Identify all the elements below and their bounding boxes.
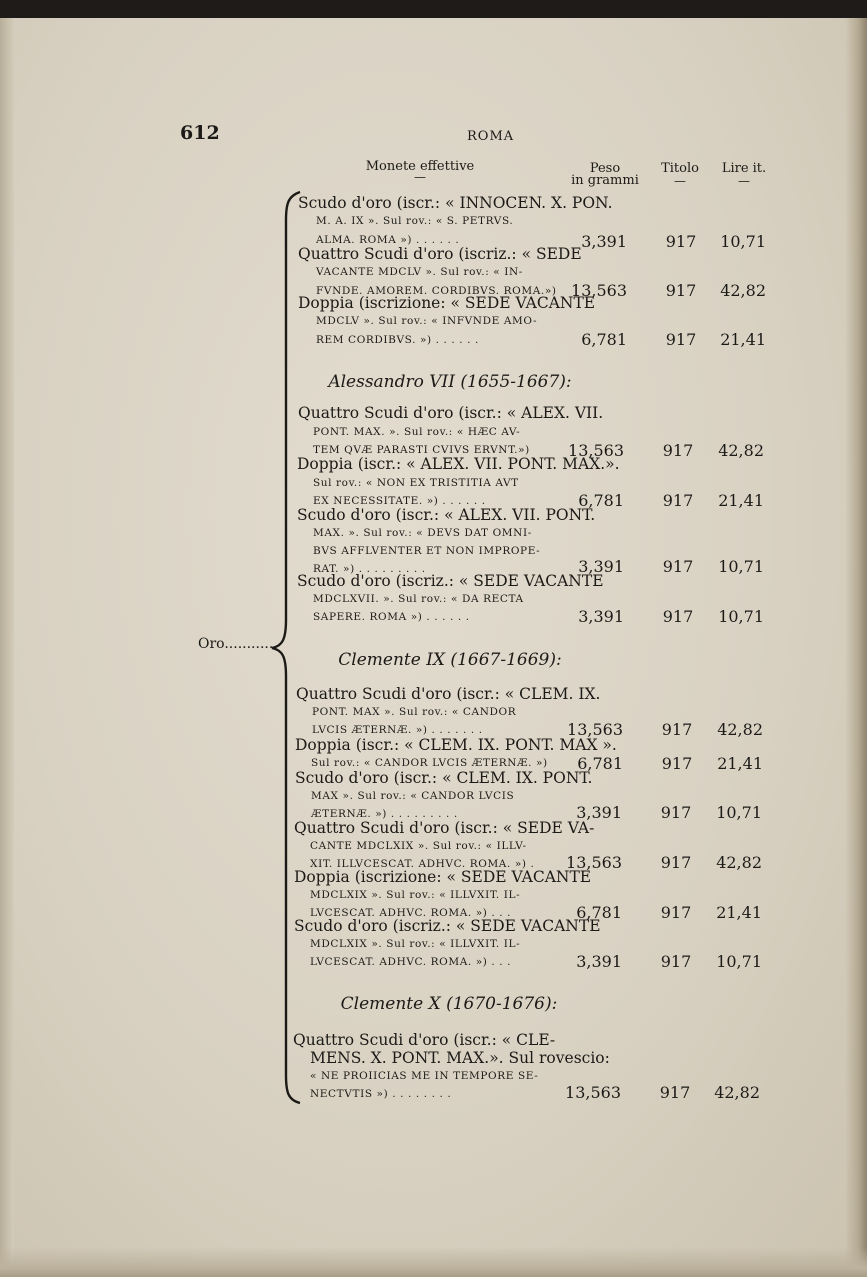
lire-value: 10,71 [716,803,762,822]
text-line: M. A. IX ». Sul rov.: « S. PETRVS. [316,215,514,227]
lire-value: 10,71 [718,557,764,576]
text-line: Quattro Scudi d'oro (iscriz.: « SEDE [298,245,582,263]
text-line: LVCESCAT. ADHVC. ROMA. ») . . . [310,956,512,968]
titolo-value: 917 [665,232,697,251]
lire-value: 10,71 [716,952,762,971]
col-head-monete: Monete effettive [365,159,475,174]
text-line: CANTE MDCLXIX ». Sul rov.: « ILLV- [310,840,527,852]
page-bottom-edge [0,1247,867,1277]
running-title: ROMA [467,129,515,144]
text-line: Scudo d'oro (iscr.: « CLEM. IX. PONT. [295,769,593,787]
lire-value: 10,71 [718,607,764,626]
text-line: Doppia (iscr.: « ALEX. VII. PONT. MAX.». [297,455,620,473]
titolo-value: 917 [661,754,693,773]
col-head-lire: Lire it. [721,161,767,176]
text-line: FVNDE. AMOREM. CORDIBVS. ROMA.») [316,285,557,297]
text-line: RAT. ») . . . . . . . . . [313,563,426,575]
titolo-value: 917 [662,491,694,510]
text-line: NECTVTIS ») . . . . . . . . [310,1088,452,1100]
peso-value: 3,391 [576,803,622,822]
peso-value: 6,781 [577,754,623,773]
titolo-value: 917 [665,330,697,349]
text-line: Quattro Scudi d'oro (iscr.: « CLE- [293,1031,556,1049]
text-line: LVCIS ÆTERNÆ. ») . . . . . . . [312,724,483,736]
peso-value: 13,563 [571,281,627,300]
peso-value: 6,781 [578,491,624,510]
text-line: TEM QVÆ PARASTI CVIVS ERVNT.») [313,444,530,456]
text-line: Sul rov.: « CANDOR LVCIS ÆTERNÆ. ») [311,757,548,769]
page-number: 612 [180,122,220,144]
text-line: MENS. X. PONT. MAX.». Sul rovescio: [310,1049,610,1067]
peso-value: 13,563 [566,853,622,872]
text-line: Doppia (iscrizione: « SEDE VACANTE [294,868,592,886]
lire-value: 10,71 [720,232,766,251]
text-line: Scudo d'oro (iscriz.: « SEDE VACANTE [297,572,604,590]
titolo-value: 917 [660,803,692,822]
section-heading: Clemente X (1670-1676): [340,994,558,1014]
text-line: Scudo d'oro (iscr.: « ALEX. VII. PONT. [297,506,596,524]
col-head-peso-sub: in grammi [571,173,639,188]
titolo-value: 917 [662,607,694,626]
col-dash-titolo: — [674,174,686,188]
peso-value: 13,563 [567,720,623,739]
titolo-value: 917 [662,557,694,576]
titolo-value: 917 [659,1083,691,1102]
text-line: VACANTE MDCLV ». Sul rov.: « IN- [316,266,523,278]
text-line: MDCLXIX ». Sul rov.: « ILLVXIT. IL- [310,889,521,901]
text-line: ÆTERNÆ. ») . . . . . . . . . [311,808,458,820]
peso-value: 3,391 [578,607,624,626]
lire-value: 21,41 [717,754,763,773]
lire-value: 42,82 [716,853,762,872]
page-right-edge [845,18,867,1277]
titolo-value: 917 [660,853,692,872]
text-line: Scudo d'oro (iscr.: « INNOCEN. X. PON. [298,194,613,212]
text-line: SAPERE. ROMA ») . . . . . . [313,611,470,623]
text-line: MDCLV ». Sul rov.: « INFVNDE AMO- [316,315,538,327]
peso-value: 3,391 [576,952,622,971]
text-line: Sul rov.: « NON EX TRISTITIA AVT [313,477,519,489]
lire-value: 21,41 [720,330,766,349]
text-line: Scudo d'oro (iscriz.: « SEDE VACANTE [294,917,601,935]
text-line: BVS AFFLVENTER ET NON IMPROPE- [313,545,541,557]
lire-value: 42,82 [720,281,766,300]
text-line: Quattro Scudi d'oro (iscr.: « CLEM. IX. [296,685,601,703]
col-head-peso: Peso [589,161,621,176]
lire-value: 21,41 [716,903,762,922]
text-line: ALMA. ROMA ») . . . . . . [316,234,460,246]
text-line: REM CORDIBVS. ») . . . . . . [316,334,479,346]
text-line: PONT. MAX ». Sul rov.: « CANDOR [312,706,517,718]
peso-value: 6,781 [581,330,627,349]
titolo-value: 917 [660,952,692,971]
titolo-value: 917 [661,720,693,739]
scan-top-band [0,0,867,18]
section-heading: Alessandro VII (1655-1667): [328,372,572,392]
text-line: « NE PROIICIAS ME IN TEMPORE SE- [310,1070,539,1082]
lire-value: 21,41 [718,491,764,510]
peso-value: 3,391 [578,557,624,576]
peso-value: 13,563 [565,1083,621,1102]
col-dash-monete: — [414,170,426,184]
peso-value: 13,563 [568,441,624,460]
text-line: EX NECESSITATE. ») . . . . . . [313,495,486,507]
titolo-value: 917 [662,441,694,460]
text-line: XIT. ILLVCESCAT. ADHVC. ROMA. ») . [310,858,535,870]
page-spine-shadow [0,18,14,1277]
text-line: Quattro Scudi d'oro (iscr.: « ALEX. VII. [298,404,604,422]
text-line: MAX ». Sul rov.: « CANDOR LVCIS [311,790,515,802]
col-dash-lire: — [738,174,750,188]
text-line: PONT. MAX. ». Sul rov.: « HÆC AV- [313,426,521,438]
text-line: LVCESCAT. ADHVC. ROMA. ») . . . [310,907,512,919]
section-heading: Clemente IX (1667-1669): [338,650,562,670]
col-head-titolo: Titolo [661,161,699,176]
titolo-value: 917 [665,281,697,300]
text-line: MDCLXVII. ». Sul rov.: « DA RECTA [313,593,524,605]
peso-value: 6,781 [576,903,622,922]
text-line: Quattro Scudi d'oro (iscr.: « SEDE VA- [294,819,595,837]
lire-value: 42,82 [718,441,764,460]
text-line: MDCLXIX ». Sul rov.: « ILLVXIT. IL- [310,938,521,950]
peso-value: 3,391 [581,232,627,251]
text-line: Doppia (iscrizione: « SEDE VACANTE [298,294,596,312]
lire-value: 42,82 [717,720,763,739]
lire-value: 42,82 [714,1083,760,1102]
text-line: MAX. ». Sul rov.: « DEVS DAT OMNI- [313,527,532,539]
text-line: Doppia (iscr.: « CLEM. IX. PONT. MAX ». [295,736,617,754]
titolo-value: 917 [660,903,692,922]
brace-label-oro: Oro............ [198,636,278,652]
